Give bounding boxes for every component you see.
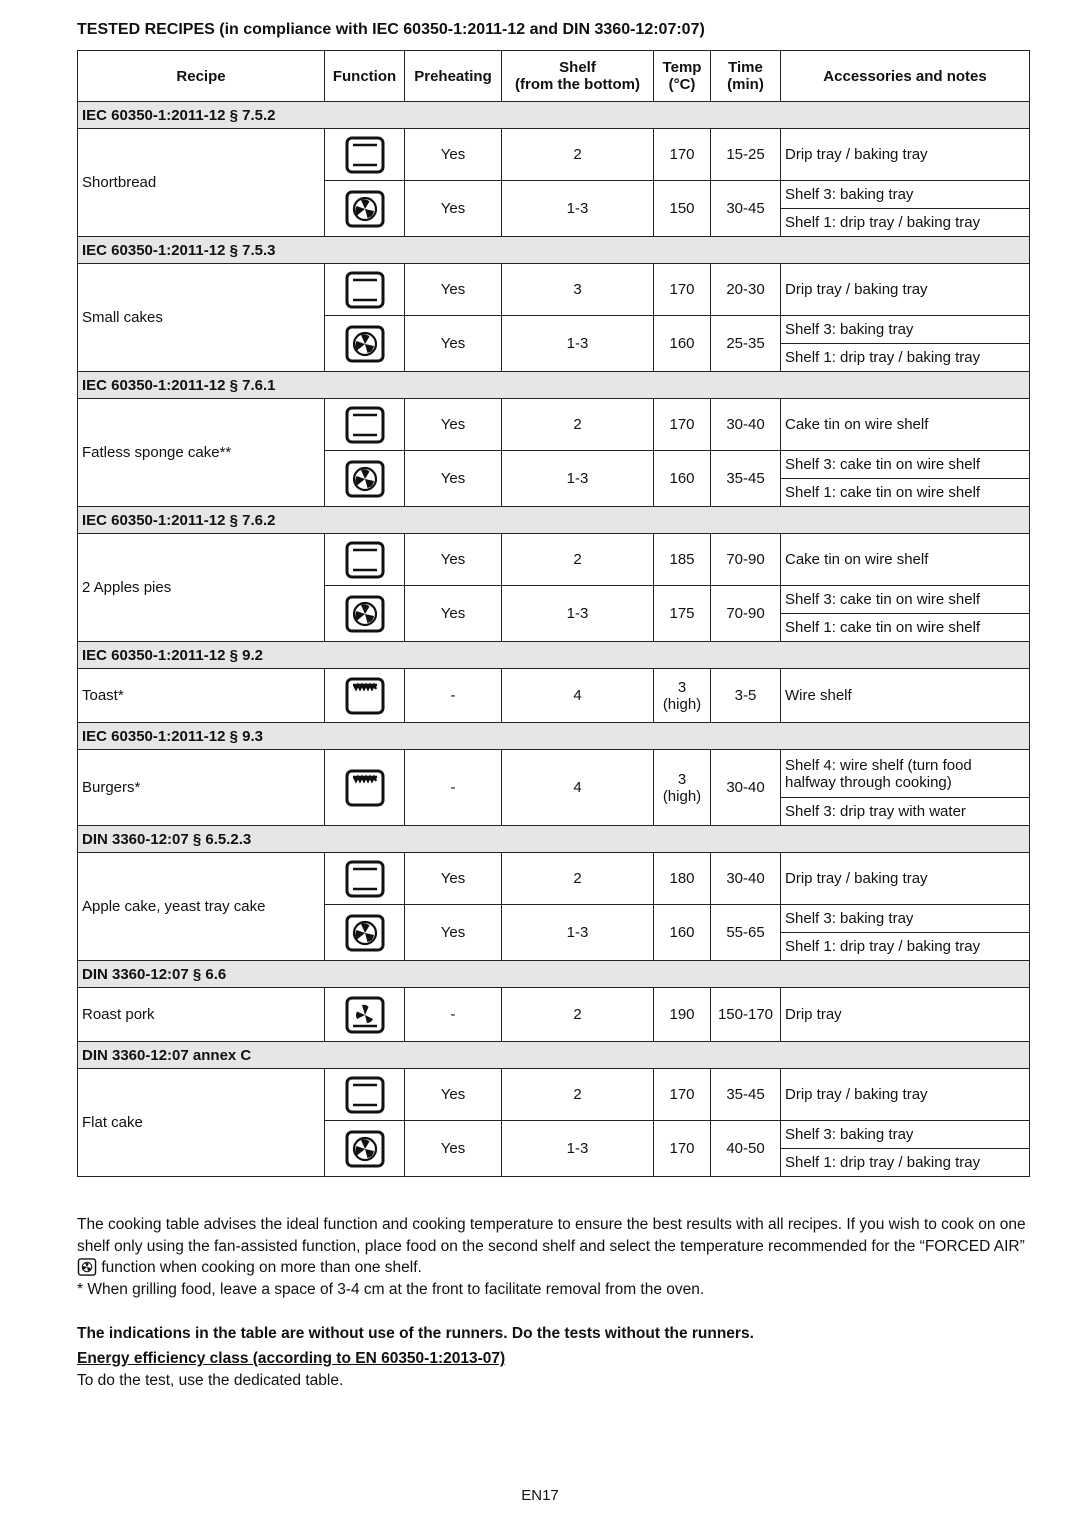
forced-air-icon [344,914,386,952]
table-row [78,129,1030,181]
temp-value: 160 [654,905,711,961]
header-notes: Accessories and notes [781,51,1030,102]
section-header-row [78,723,1030,750]
temp-value: 160 [654,316,711,372]
preheating-value: Yes [405,451,502,507]
preheating-value: Yes [405,264,502,316]
temp-sub: (high) [662,787,702,805]
preheating-value: Yes [405,1069,502,1121]
header-function: Function [325,51,405,102]
shelf-value: 1-3 [502,1121,654,1177]
function-cell [325,534,405,586]
time-value: 40-50 [711,1121,781,1177]
time-value: 55-65 [711,905,781,961]
conventional-icon [344,406,386,444]
shelf-value: 1-3 [502,451,654,507]
table-row [78,1069,1030,1121]
table-row [78,853,1030,905]
shelf-value: 3 [502,264,654,316]
preheating-value: Yes [405,399,502,451]
section-header-row [78,102,1030,129]
notes-value: Shelf 3: cake tin on wire shelf [781,586,1030,614]
advice-text-b: function when cooking on more than one shelf. [101,1259,422,1277]
temp-value: 170 [654,1069,711,1121]
temp-value: 170 [654,399,711,451]
section-heading: DIN 3360-12:07 annex C [78,1042,1030,1069]
recipes-table [77,50,1030,1177]
runners-note: The indications in the table are without use of the runners. Do the tests without the runners. [77,1325,754,1342]
shelf-value: 2 [502,129,654,181]
page-number: EN17 [521,1487,559,1504]
shelf-value: 2 [502,1069,654,1121]
temp-value: 3 [677,770,687,788]
forced-air-icon [77,1258,97,1276]
section-header-row [78,642,1030,669]
table-row [78,534,1030,586]
time-value: 70-90 [711,586,781,642]
temp-value: 180 [654,853,711,905]
table-row [78,988,1030,1042]
recipe-name: Small cakes [78,264,325,372]
preheating-value: - [405,669,502,723]
function-cell [325,853,405,905]
preheating-value: - [405,750,502,826]
time-value: 30-40 [711,853,781,905]
function-cell [325,669,405,723]
temp-cell [654,669,711,723]
conventional-icon [344,1076,386,1114]
time-value: 20-30 [711,264,781,316]
shelf-value: 2 [502,399,654,451]
recipe-name: Toast* [78,669,325,723]
header-shelf-sub: (from the bottom) [515,76,640,93]
notes-value: Drip tray / baking tray [781,853,1030,905]
time-value: 30-40 [711,399,781,451]
function-cell [325,988,405,1042]
time-value: 30-45 [711,181,781,237]
section-header-row [78,961,1030,988]
function-cell [325,750,405,826]
notes-value: Shelf 4: wire shelf (turn food halfway through cooking) [781,750,1030,798]
forced-air-icon [344,460,386,498]
temp-value: 170 [654,1121,711,1177]
header-temp [654,51,711,102]
table-row [78,750,1030,798]
notes-value: Drip tray [781,988,1030,1042]
temp-value: 170 [654,264,711,316]
notes-value: Drip tray / baking tray [781,1069,1030,1121]
section-heading: IEC 60350-1:2011-12 § 9.2 [78,642,1030,669]
energy-class-heading: Energy efficiency class (according to EN 60350-1:2013-07) [77,1350,506,1367]
section-header-row [78,1042,1030,1069]
shelf-value: 4 [502,750,654,826]
time-value: 3-5 [711,669,781,723]
notes-value: Shelf 3: drip tray with water [781,798,1030,826]
function-cell [325,264,405,316]
preheating-value: Yes [405,129,502,181]
temp-value: 150 [654,181,711,237]
temp-value: 170 [654,129,711,181]
energy-test-note: To do the test, use the dedicated table. [77,1372,344,1389]
notes-value: Shelf 1: cake tin on wire shelf [781,479,1030,507]
grill-icon [344,677,386,715]
time-value: 150-170 [711,988,781,1042]
conventional-icon [344,860,386,898]
preheating-value: Yes [405,1121,502,1177]
forced-air-icon [344,190,386,228]
recipe-name: Flat cake [78,1069,325,1177]
recipe-name: Fatless sponge cake** [78,399,325,507]
table-header-row [78,51,1030,102]
grilling-footnote: * When grilling food, leave a space of 3-4 cm at the front to facilitate removal from the oven. [77,1280,705,1298]
temp-sub: (high) [662,695,702,713]
section-heading: DIN 3360-12:07 § 6.5.2.3 [78,826,1030,853]
time-value: 30-40 [711,750,781,826]
header-temp-sub: (°C) [668,76,696,93]
notes-value: Cake tin on wire shelf [781,399,1030,451]
notes-value: Shelf 1: drip tray / baking tray [781,344,1030,372]
function-cell [325,316,405,372]
section-heading: DIN 3360-12:07 § 6.6 [78,961,1030,988]
preheating-value: Yes [405,316,502,372]
forced-air-icon [344,595,386,633]
temp-value: 185 [654,534,711,586]
preheating-value: Yes [405,534,502,586]
section-header-row [78,237,1030,264]
header-preheating: Preheating [405,51,502,102]
function-cell [325,1069,405,1121]
notes-value: Drip tray / baking tray [781,264,1030,316]
cooking-advice-paragraph [77,1214,1029,1300]
conventional-icon [344,271,386,309]
recipe-name: Apple cake, yeast tray cake [78,853,325,961]
recipe-name: 2 Apples pies [78,534,325,642]
function-cell [325,451,405,507]
conventional-icon [344,136,386,174]
temp-value: 190 [654,988,711,1042]
section-header-row [78,372,1030,399]
section-heading: IEC 60350-1:2011-12 § 9.3 [78,723,1030,750]
function-cell [325,905,405,961]
section-heading: IEC 60350-1:2011-12 § 7.5.3 [78,237,1030,264]
notes-value: Shelf 3: baking tray [781,316,1030,344]
function-cell [325,181,405,237]
grill-icon [344,769,386,807]
time-value: 25-35 [711,316,781,372]
table-row [78,669,1030,723]
section-header-row [78,507,1030,534]
notes-value: Shelf 3: baking tray [781,905,1030,933]
conventional-icon [344,541,386,579]
forced-air-icon [344,1130,386,1168]
section-heading: IEC 60350-1:2011-12 § 7.5.2 [78,102,1030,129]
notes-value: Shelf 1: drip tray / baking tray [781,209,1030,237]
shelf-value: 1-3 [502,586,654,642]
notes-value: Shelf 1: drip tray / baking tray [781,933,1030,961]
shelf-value: 1-3 [502,316,654,372]
shelf-value: 2 [502,534,654,586]
temp-cell [654,750,711,826]
header-time [711,51,781,102]
temp-value: 175 [654,586,711,642]
preheating-value: Yes [405,853,502,905]
notes-value: Drip tray / baking tray [781,129,1030,181]
recipe-name: Roast pork [78,988,325,1042]
header-shelf [502,51,654,102]
time-value: 15-25 [711,129,781,181]
shelf-value: 2 [502,988,654,1042]
function-cell [325,399,405,451]
recipe-name: Shortbread [78,129,325,237]
header-time-sub: (min) [727,76,764,93]
function-cell [325,1121,405,1177]
notes-value: Shelf 3: baking tray [781,181,1030,209]
turbo-grill-icon [344,996,386,1034]
temp-value: 160 [654,451,711,507]
shelf-value: 4 [502,669,654,723]
notes-value: Cake tin on wire shelf [781,534,1030,586]
time-value: 35-45 [711,451,781,507]
time-value: 70-90 [711,534,781,586]
notes-value: Shelf 3: baking tray [781,1121,1030,1149]
notes-value: Shelf 1: drip tray / baking tray [781,1149,1030,1177]
table-row [78,399,1030,451]
section-header-row [78,826,1030,853]
section-heading: IEC 60350-1:2011-12 § 7.6.1 [78,372,1030,399]
page-title: TESTED RECIPES (in compliance with IEC 60350-1:2011-12 and DIN 3360-12:07:07) [77,21,705,38]
shelf-value: 1-3 [502,181,654,237]
table-row [78,264,1030,316]
recipe-name: Burgers* [78,750,325,826]
preheating-value: - [405,988,502,1042]
header-recipe: Recipe [78,51,325,102]
notes-value: Shelf 3: cake tin on wire shelf [781,451,1030,479]
header-temp-label: Temp [662,59,702,76]
shelf-value: 2 [502,853,654,905]
function-cell [325,129,405,181]
time-value: 35-45 [711,1069,781,1121]
forced-air-icon [344,325,386,363]
preheating-value: Yes [405,905,502,961]
preheating-value: Yes [405,181,502,237]
preheating-value: Yes [405,586,502,642]
advice-text-a: The cooking table advises the ideal function and cooking temperature to ensure the best results with all recipes. If you wish to cook on one shelf only using the fan-assisted function, place food on the second shelf and select the temperature recommended for the “FORCED AIR” [77,1216,1026,1255]
notes-value: Wire shelf [781,669,1030,723]
notes-value: Shelf 1: cake tin on wire shelf [781,614,1030,642]
section-heading: IEC 60350-1:2011-12 § 7.6.2 [78,507,1030,534]
shelf-value: 1-3 [502,905,654,961]
header-time-label: Time [728,59,763,76]
function-cell [325,586,405,642]
temp-value: 3 [677,678,687,696]
header-shelf-label: Shelf [559,59,596,76]
